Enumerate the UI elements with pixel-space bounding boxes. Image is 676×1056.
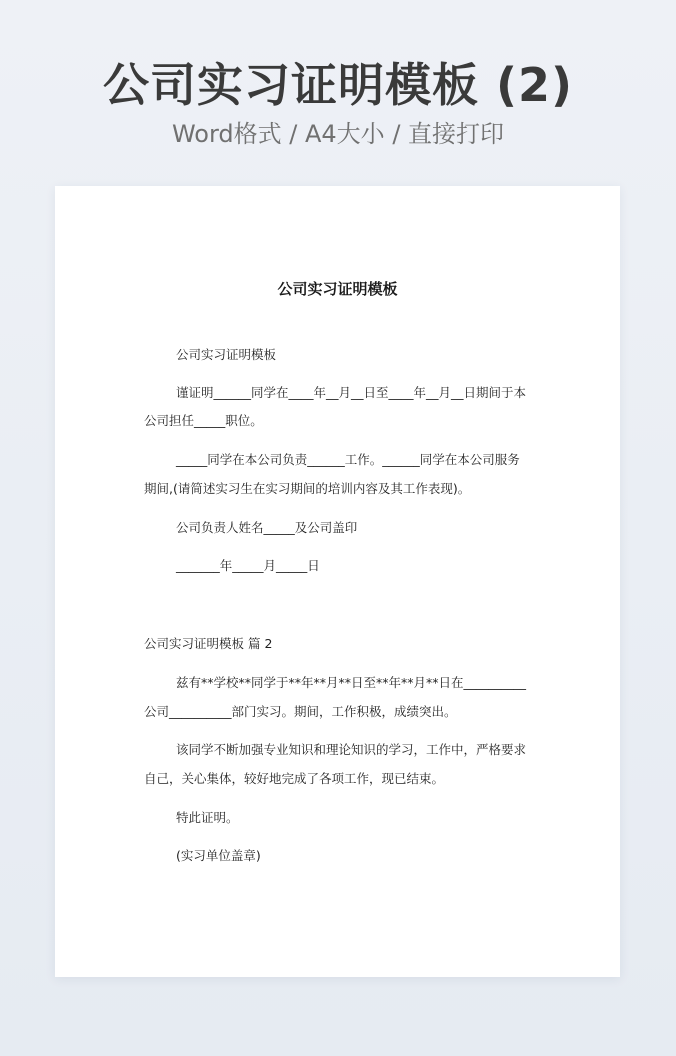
certify-line-1: 谨证明______同学在____年__月__日至____年__月__日期间于本 [176,385,527,400]
page-header-title: 公司实习证明模板 (2) [102,58,574,112]
duty-line-1: _____同学在本公司负责______工作。______同学在本公司服务 [176,452,520,467]
document-title: 公司实习证明模板 [277,280,398,298]
section-2-line-2: 公司__________部门实习。期间，工作积极，成绩突出。 [144,704,457,719]
document-page [55,186,620,977]
duty-line-2: 期间,(请简述实习生在实习期间的培训内容及其工作表现)。 [144,481,471,496]
closing-line: 特此证明。 [176,810,239,825]
section-2-heading: 公司实习证明模板 篇 2 [144,636,273,651]
signature-line: 公司负责人姓名_____及公司盖印 [176,520,358,535]
page-header-subtitle: Word格式 / A4大小 / 直接打印 [171,120,505,148]
paragraph-heading: 公司实习证明模板 [176,347,277,362]
section-2-line-1: 兹有**学校**同学于**年**月**日至**年**月**日在__________ [176,675,527,690]
section-2-line-4: 自己，关心集体，较好地完成了各项工作，现已结束。 [144,771,445,786]
section-2-line-3: 该同学不断加强专业知识和理论知识的学习，工作中，严格要求 [176,742,527,757]
date-line: _______年_____月_____日 [176,558,320,573]
certify-line-2: 公司担任_____职位。 [144,413,263,428]
stamp-line: (实习单位盖章) [176,848,261,863]
